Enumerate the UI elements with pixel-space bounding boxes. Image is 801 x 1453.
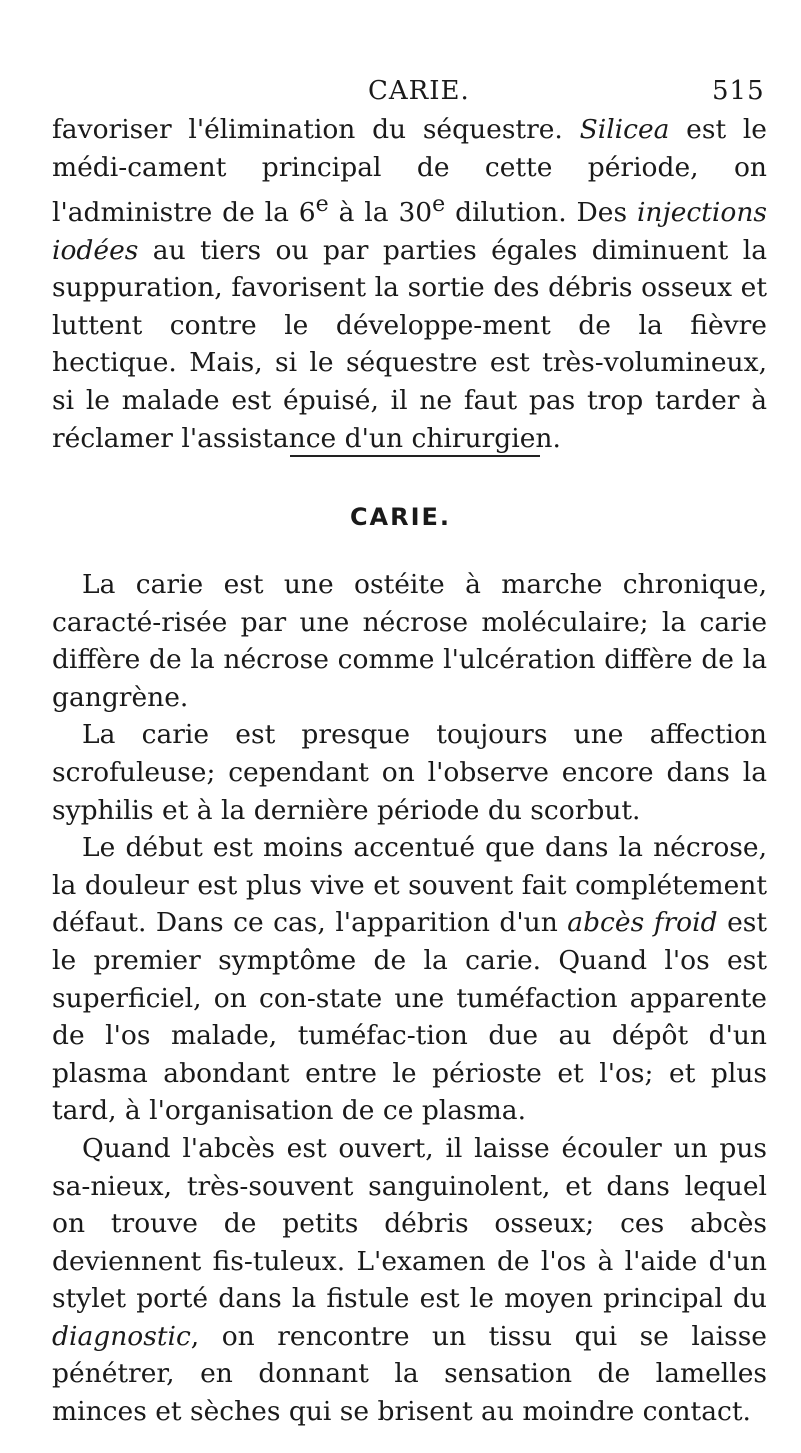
paragraph-etiology: La carie est presque toujours une affection scrofuleuse; cependant on l'observe encore dans la syphilis et à la dernière période du scorbut. bbox=[52, 719, 767, 826]
page-number: 515 bbox=[712, 76, 765, 106]
superscript-e: e bbox=[315, 192, 329, 218]
onset-text-a: Le début est moins accentué que dans la nécrose, la douleur est plus vive et souvent fait complétement défaut. Dans ce cas, l'apparition d'un bbox=[52, 832, 767, 939]
paragraph-definition: La carie est une ostéite à marche chronique, caracté-risée par une nécrose moléculaire; la carie diffère de la nécrose comme l'ulcération diffère de la gangrène. bbox=[52, 569, 767, 713]
intro-text-d: dilution. Des bbox=[445, 197, 637, 229]
section-divider bbox=[290, 455, 540, 457]
onset-text-b: est le premier symptôme de la carie. Quand l'os est superficiel, on con-state une tuméfaction apparente de l'os malade, tuméfac-tion due au dépôt d'un plasma abondant entre le périoste et l'os; et plus tard, à l'organisation de ce plasma. bbox=[52, 907, 767, 1127]
intro-text bbox=[52, 111, 767, 457]
intro-text-b: est le médi-cament principal de cette période, on l'administre de la 6 bbox=[52, 114, 767, 229]
intro-text-e: au tiers ou par parties égales diminuent la suppuration, favorisent la sortie des débris osseux et luttent contre le développe-ment de la fièvre hectique. Mais, si le séquestre est très-volumineux, si le malade est épuisé, il ne faut pas trop tarder à réclamer l'assistance d'un chirurgien. bbox=[52, 234, 767, 454]
paragraph-abscess bbox=[52, 1130, 767, 1431]
abces-froid-term: abcès froid bbox=[567, 907, 718, 939]
abscess-text-a: Quand l'abcès est ouvert, il laisse écouler un pus sa-nieux, très-souvent sanguinolent, et dans lequel on trouve de petits débris osseux; ces abcès deviennent fis-tuleux. L'examen de l'os à l'aide d'un stylet porté dans la fistule est le moyen principal du bbox=[52, 1132, 767, 1315]
section-heading: CARIE. bbox=[349, 503, 452, 531]
intro-paragraph bbox=[52, 111, 767, 457]
intro-text-c: à la 30 bbox=[328, 197, 433, 229]
silicea-term: Silicea bbox=[579, 114, 670, 145]
diagnostic-term: diagnostic bbox=[52, 1320, 191, 1352]
section-body bbox=[52, 566, 767, 1431]
running-title: CARIE. bbox=[368, 76, 470, 106]
running-header bbox=[0, 76, 801, 110]
paragraph-onset bbox=[52, 829, 767, 1130]
abscess-text-b: , on rencontre un tissu qui se laisse pénétrer, en donnant la sensation de lamelles minces et sèches qui se brisent au moindre contact. bbox=[52, 1320, 767, 1428]
superscript-e-2: e bbox=[432, 192, 446, 218]
injections-term: injections iodées bbox=[52, 197, 767, 266]
intro-text-a: favoriser l'élimination du séquestre. bbox=[52, 114, 580, 145]
